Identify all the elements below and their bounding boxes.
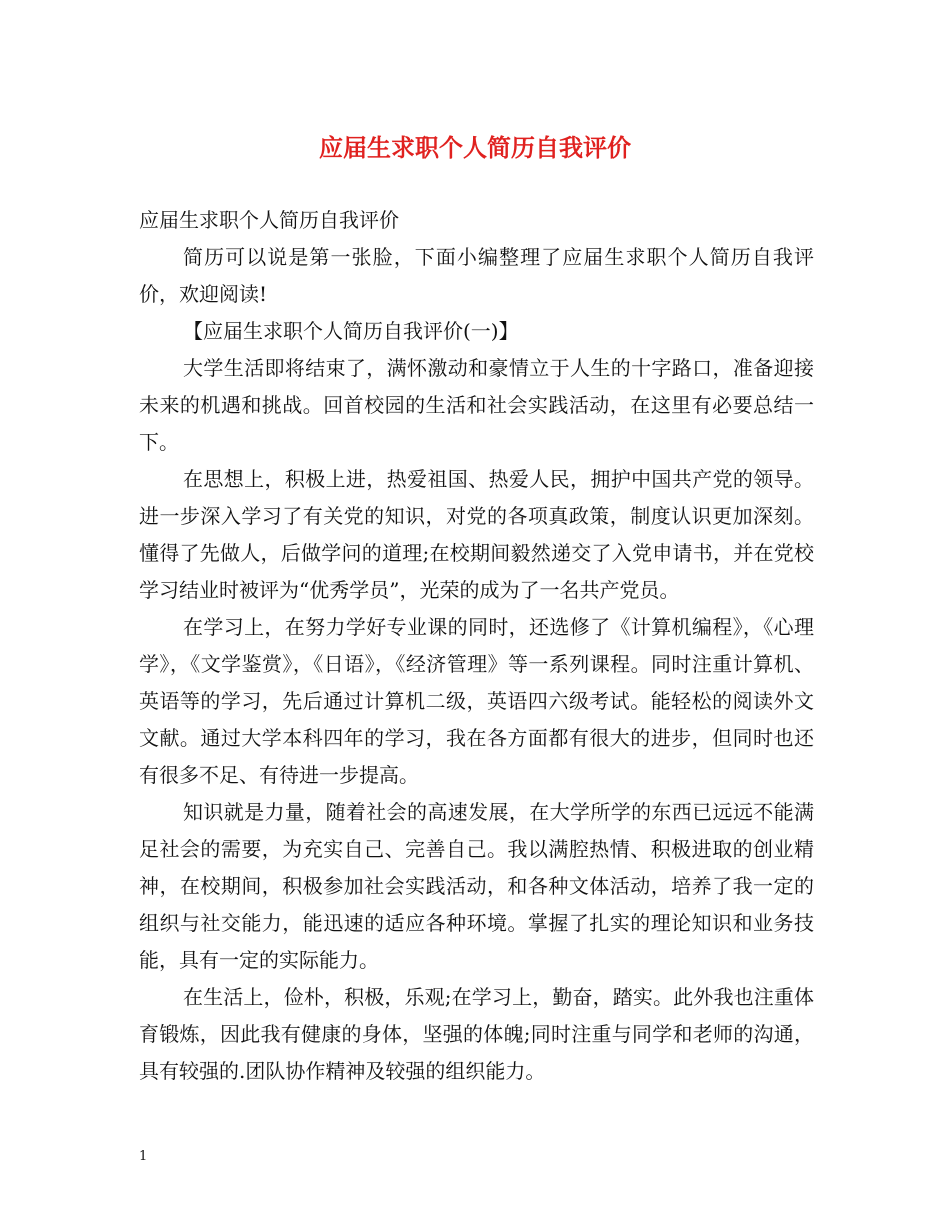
paragraph-summary: 大学生活即将结束了，满怀激动和豪情立于人生的十字路口，准备迎接未来的机遇和挑战。回首校园的生活和社会实践活动，在这里有必要总结一下。 bbox=[139, 356, 814, 454]
section-heading: 【应届生求职个人简历自我评价(一)】 bbox=[183, 319, 519, 343]
paragraph-knowledge: 知识就是力量，随着社会的高速发展，在大学所学的东西已远远不能满足社会的需要，为充实自己、完善自己。我以满腔热情、积极进取的创业精神，在校期间，积极参加社会实践活动，和各种文体活动，培养了我一定的组织与社交能力，能迅速的适应各种环境。掌握了扎实的理论知识和业务技能，具有一定的实际能力。 bbox=[139, 800, 814, 972]
document-title: 应届生求职个人简历自我评价 bbox=[319, 134, 631, 162]
paragraph-life: 在生活上，俭朴，积极，乐观;在学习上，勤奋，踏实。此外我也注重体育锻炼，因此我有健康的身体，坚强的体魄;同时注重与同学和老师的沟通，具有较强的.团队协作精神及较强的组织能力。 bbox=[139, 985, 814, 1083]
document-subtitle: 应届生求职个人简历自我评价 bbox=[139, 208, 399, 232]
document-body bbox=[139, 202, 814, 1090]
paragraph-study: 在学习上，在努力学好专业课的同时，还选修了《计算机编程》，《心理学》，《文学鉴赏》，《日语》，《经济管理》等一系列课程。同时注重计算机、英语等的学习，先后通过计算机二级，英语四六级考试。能轻松的阅读外文文献。通过大学本科四年的学习，我在各方面都有很大的进步，但同时也还有很多不足、有待进一步提高。 bbox=[139, 615, 814, 787]
paragraph-intro: 简历可以说是第一张脸，下面小编整理了应届生求职个人简历自我评价，欢迎阅读! bbox=[139, 245, 814, 306]
paragraph-ideology: 在思想上，积极上进，热爱祖国、热爱人民，拥护中国共产党的领导。进一步深入学习了有关党的知识，对党的各项真政策，制度认识更加深刻。懂得了先做人，后做学问的道理;在校期间毅然递交了入党申请书，并在党校学习结业时被评为“优秀学员”，光荣的成为了一名共产党员。 bbox=[139, 467, 814, 602]
page-number: 1 bbox=[139, 1149, 148, 1164]
